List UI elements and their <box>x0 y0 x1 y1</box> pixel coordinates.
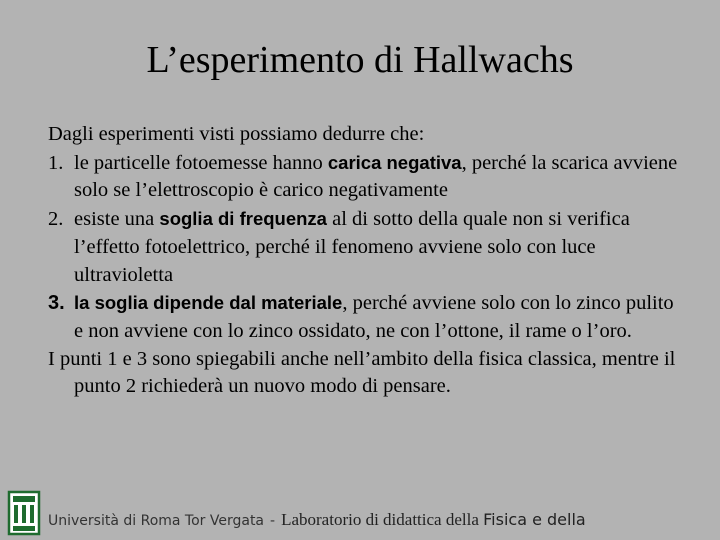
point-highlight: carica negativa <box>327 151 462 173</box>
footer-separator: - <box>270 513 276 529</box>
point-2 <box>48 205 678 289</box>
point-text: le particelle fotoemesse hanno <box>74 151 328 174</box>
point-3 <box>48 289 678 345</box>
point-number: 2. <box>48 208 64 231</box>
university-logo-icon <box>7 490 41 536</box>
point-text: al di sotto della quale non si verifica l’effetto fotoelettrico, perché il fenomeno avviene solo con luce ultravioletta <box>74 208 630 286</box>
point-number: 1. <box>48 151 64 174</box>
point-number: 3. <box>48 292 65 315</box>
slide-body <box>48 121 678 401</box>
conclusion-text <box>48 346 678 401</box>
point-text: esiste una <box>74 208 160 231</box>
conclusion-content: I punti 1 e 3 sono spiegabili anche nell’ambito della fisica classica, mentre il punto 2 richiederà un nuovo modo di pensare. <box>48 347 676 398</box>
point-1 <box>48 149 678 205</box>
university-name: Università di Roma Tor Vergata <box>48 513 265 529</box>
footer <box>0 488 720 540</box>
lab-name-continued: Fisica e della <box>483 510 586 529</box>
point-highlight: la soglia dipende dal materiale <box>74 292 343 314</box>
point-highlight: soglia di frequenza <box>159 208 327 230</box>
point-text: , perché avviene solo con lo zinco pulito e non avviene con lo zinco ossidato, ne con l’ottone, il rame o l’oro. <box>74 292 674 342</box>
lab-name: Laboratorio di didattica della <box>281 510 479 529</box>
footer-text <box>48 510 586 530</box>
slide-title: L’esperimento di Hallwachs <box>146 39 574 81</box>
intro-text: Dagli esperimenti visti possiamo dedurre che: <box>48 123 425 145</box>
point-text: , perché la scarica avviene solo se l’elettroscopio è carico negativamente <box>74 151 678 202</box>
